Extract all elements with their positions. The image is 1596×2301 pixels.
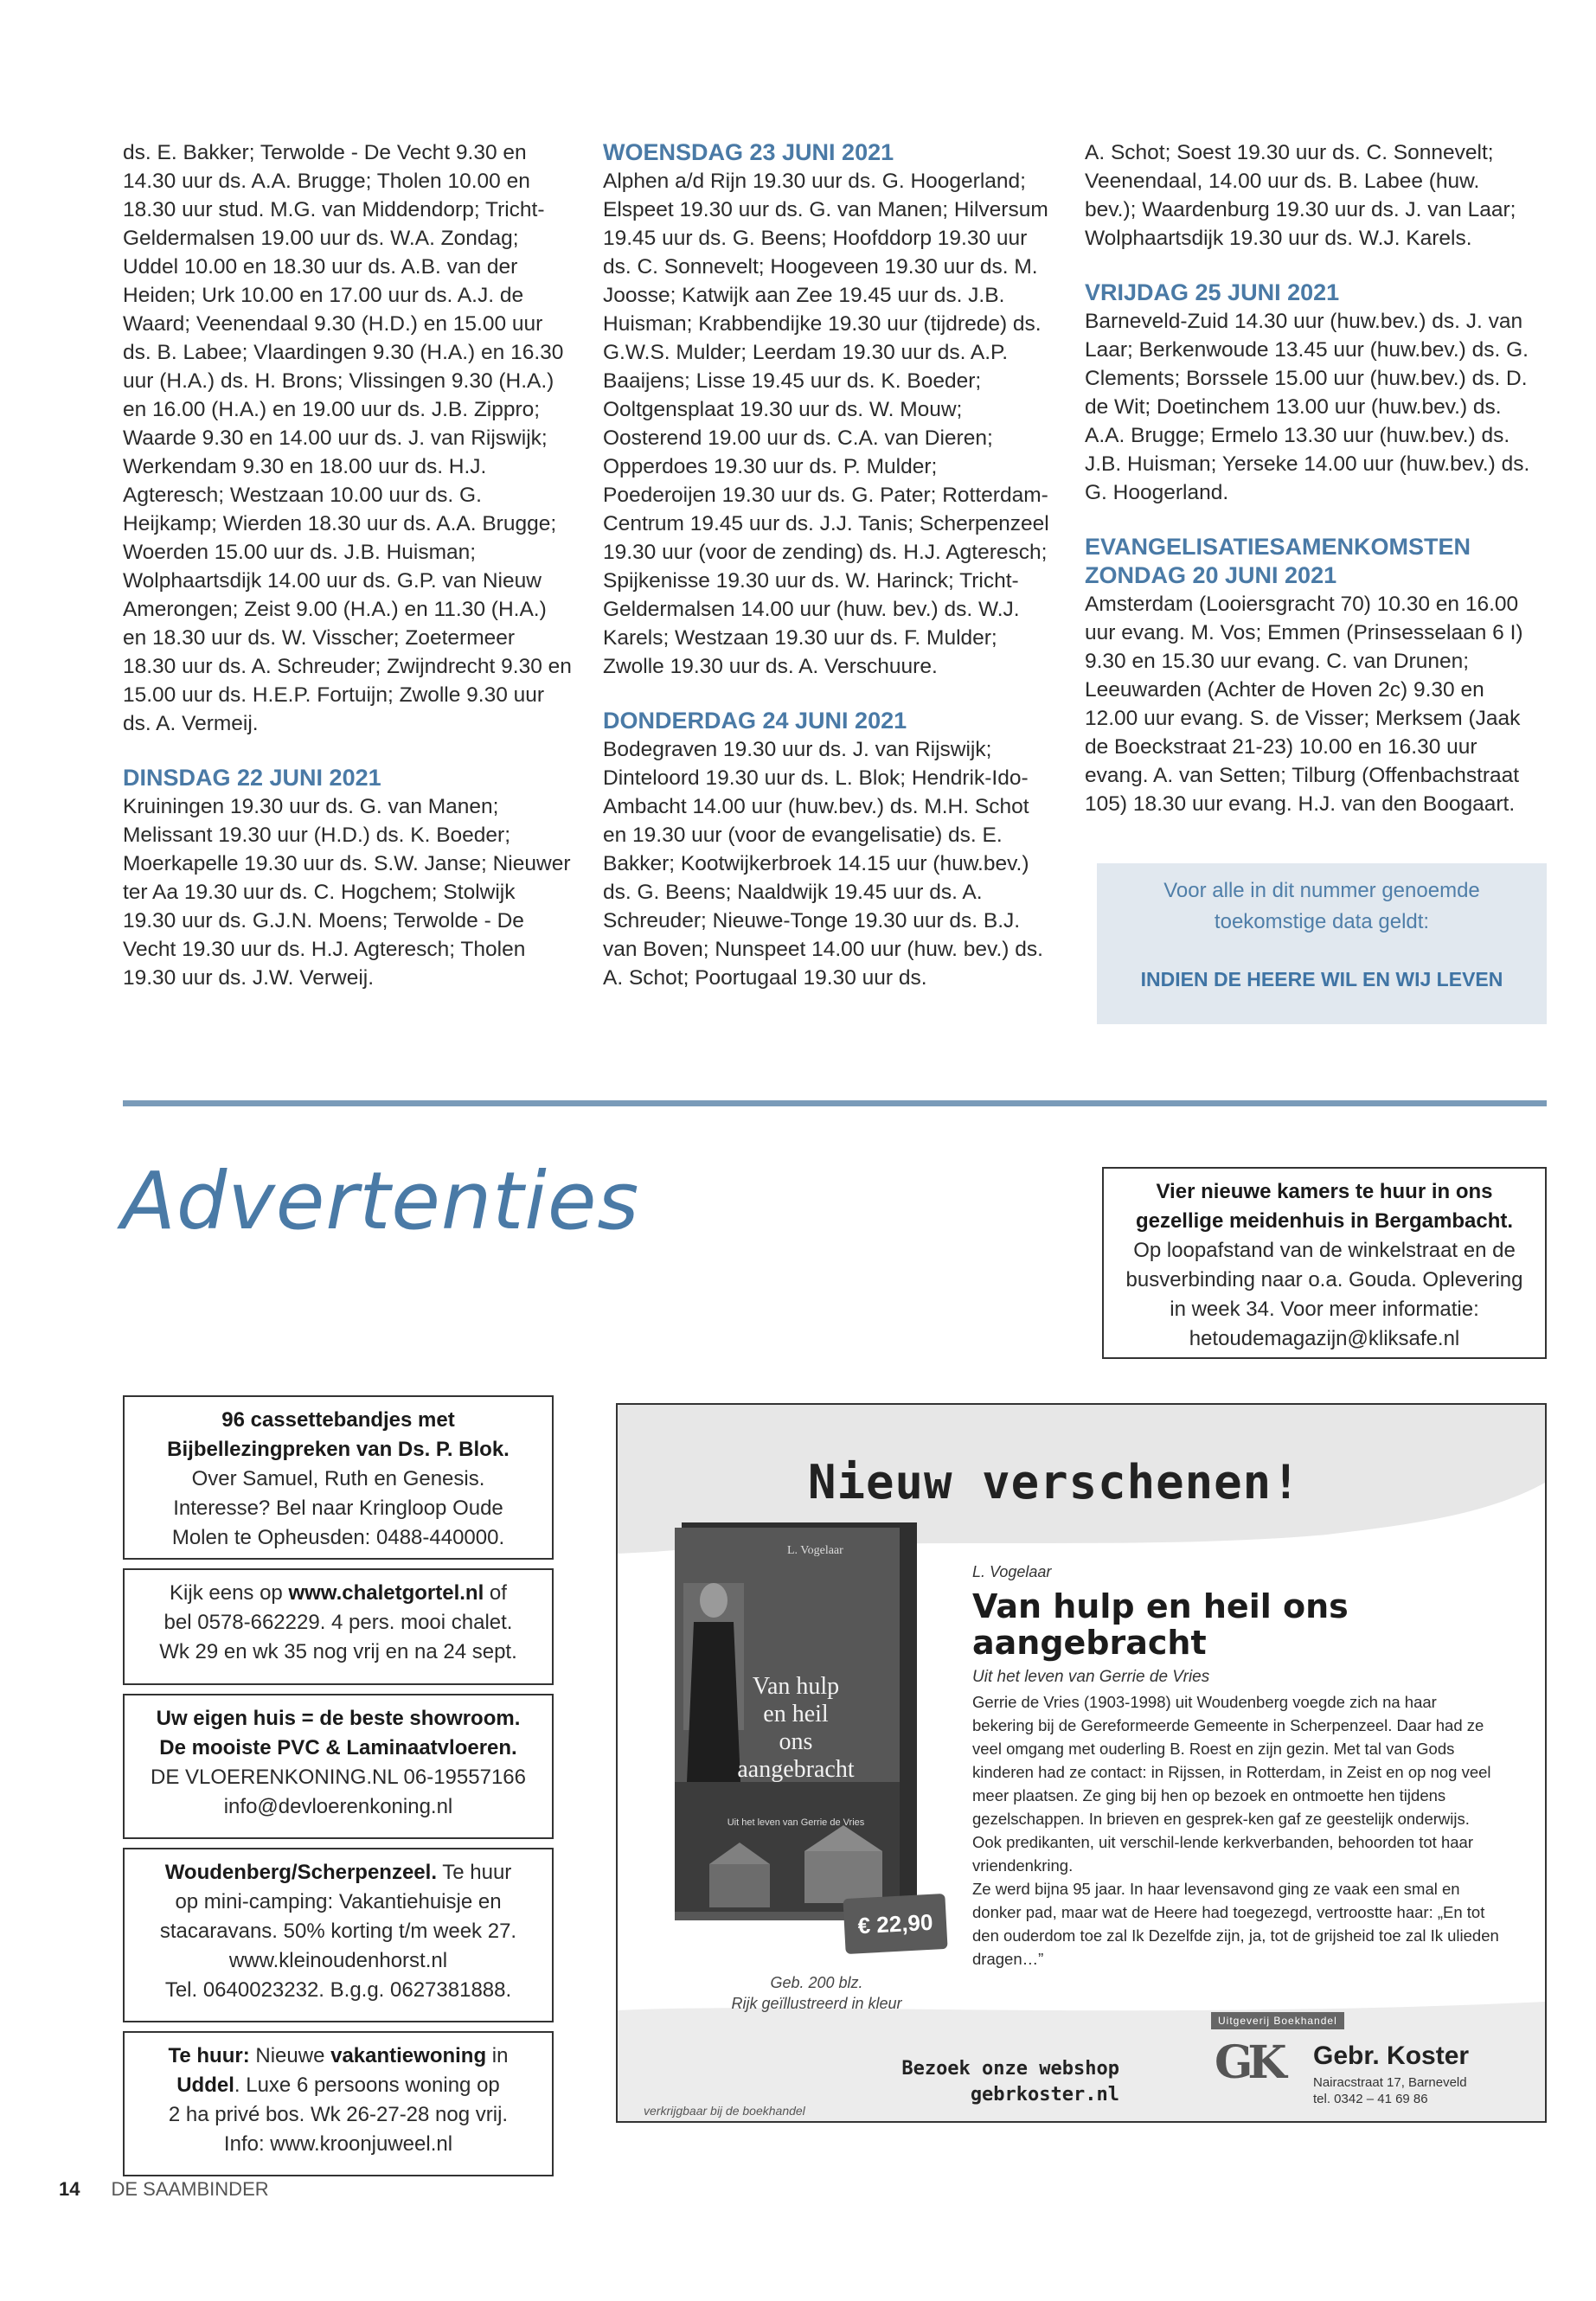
rooms-email[interactable]: hetoudemagazijn@kliksafe.nl [1189, 1327, 1460, 1350]
notice-box [1097, 863, 1547, 1024]
classified-uddel [123, 2031, 554, 2176]
uddel-line-2b: . Luxe 6 persoons woning op [234, 2073, 500, 2097]
rooms-line-2: gezellige meidenhuis in Bergambacht. [1135, 1209, 1514, 1233]
book-title: Van hulp en heil ons aangebracht [972, 1587, 1349, 1662]
chalet-line-1a: Kijk eens op [170, 1581, 289, 1605]
uddel-line-1c: vakantiewoning [330, 2044, 487, 2067]
page-number: 14 [59, 2178, 80, 2200]
evangelisatie-text: Amsterdam (Looiersgracht 70) 10.30 en 16.00 uur evang. M. Vos; Emmen (Prinsesselaan 6 I) 9.30 en 15.30 uur evang. C. van Drunen; Leeuwarden (Achter de Hoven 2c) 9.30 en 12.00 uur evang. S. de Visser; Merksem (Jaak de Boeckstraat 21-23) 10.00 en 16.30 uur evang. A. van Setten; Tilburg (Offenbachstraat 105) 18.30 uur evang. H.J. van den Boogaart. [1085, 593, 1523, 816]
chalet-line-1c: of [484, 1581, 507, 1605]
price-badge: € 22,90 [843, 1894, 947, 1954]
column-2 [603, 138, 1053, 992]
availability-note: verkrijgbaar bij de boekhandel [644, 2104, 805, 2118]
book-meta [687, 1972, 946, 2014]
vrijdag-text: Barneveld-Zuid 14.30 uur (huw.bev.) ds. J. van Laar; Berkenwoude 13.45 uur (huw.bev.) ds. G. Clements; Borssele 15.00 uur (huw.bev.) ds. D. de Wit; Doetinchem 13.00 uur (huw.bev.) ds. A.A. Brugge; Ermelo 13.30 uur (huw.bev.) ds. J.B. Huisman; Yerseke 14.00 uur (huw.bev.) ds. G. Hoogerland. [1085, 310, 1530, 504]
notice-line-1: Voor alle in dit nummer genoemde [1163, 879, 1480, 902]
publisher-phone: tel. 0342 – 41 69 86 [1313, 2092, 1428, 2106]
publisher-block [1211, 2012, 1522, 2106]
cassettes-line-5: Molen te Opheusden: 0488-440000. [171, 1526, 505, 1549]
webshop-line-1: Bezoek onze webshop [901, 2058, 1119, 2080]
camping-line-1a: Woudenberg/Scherpenzeel. [164, 1861, 437, 1884]
camping-line-3: stacaravans. 50% korting t/m week 27. [159, 1920, 517, 1943]
heading-evangelisatie [1085, 533, 1535, 590]
book-description-2: Ze werd bijna 95 jaar. In haar levensavond ging ze vaak een smal en donker pad, maar wat de Heere had toegezegd, vertroostte haar: „En tot den ouderdom toe zal Ik Dezelfde zijn, ja, tot de grijsheid toe zal Ik ulieden dragen…” [972, 1880, 1499, 1968]
floors-line-2: De mooiste PVC & Laminaatvloeren. [159, 1736, 517, 1759]
uddel-line-3: 2 ha privé bos. Wk 26-27-28 nog vrij. [168, 2103, 509, 2126]
webshop-link[interactable]: gebrkoster.nl [970, 2084, 1119, 2106]
column-1-intro: ds. E. Bakker; Terwolde - De Vecht 9.30 en 14.30 uur ds. A.A. Brugge; Tholen 10.00 en 18.30 uur stud. M.G. van Middendorp; Tricht-Geldermalsen 19.00 uur ds. W.A. Zondag; Uddel 10.00 en 18.30 uur ds. A.B. van der Heiden; Urk 10.00 en 17.00 uur ds. A.J. de Waard; Veenendaal 9.30 (H.D.) en 15.00 uur ds. B. Labee; Vlaardingen 9.30 (H.A.) en 16.30 uur (H.A.) ds. H. Brons; Vlissingen 9.30 (H.A.) en 16.00 (H.A.) en 19.00 uur ds. J.B. Zippro; Waarde 9.30 en 14.00 uur ds. J. van Rijswijk; Werkendam 9.30 en 18.00 uur ds. H.J. Agteresch; Westzaan 10.00 uur ds. G. Heijkamp; Wierden 18.30 uur ds. A.A. Brugge; Woerden 15.00 uur ds. J.B. Huisman; Wolphaartsdijk 14.00 uur ds. G.P. van Nieuw Amerongen; Zeist 9.00 (H.A.) en 11.30 (H.A.) en 18.30 uur ds. W. Visscher; Zoetermeer 18.30 uur ds. A. Schreuder; Zwijndrecht 9.30 en 15.00 uur ds. H.E.P. Fortuijn; Zwolle 9.30 uur ds. A. Vermeij. [123, 141, 572, 735]
column-3 [1085, 138, 1535, 818]
publisher-address [1313, 2074, 1467, 2107]
chalet-url[interactable]: www.chaletgortel.nl [288, 1581, 484, 1605]
cassettes-line-2: Bijbellezingpreken van Ds. P. Blok. [167, 1438, 510, 1461]
rooms-line-4: busverbinding naar o.a. Gouda. Oplevering [1125, 1268, 1523, 1292]
webshop-callout [817, 2056, 1119, 2108]
uddel-line-1d: in [486, 2044, 509, 2067]
book-description-1: Gerrie de Vries (1903-1998) uit Woudenberg voegde zich na haar bekering bij de Gereformeerde Gemeente in Scherpenzeel. Daar had ze veel omgang met ouderling B. Roest en zijn gezin. Met tal van Gods kinderen had ze contact: in Rijssen, in Rotterdam, in Zeist en op nog veel meer plaatsen. Ze ging bij hen op bezoek en ontmoette hen tijdens gezelschappen. In brieven en gesprek-ken gaf ze geestelijk onderwijs. Ook predikanten, uit verschil-lende kerkverbanden, behoorden tot haar vriendenkring. [972, 1693, 1491, 1875]
rooms-line-3: Op loopafstand van de winkelstraat en de [1133, 1239, 1516, 1262]
book-pages: Geb. 200 blz. [770, 1974, 863, 1991]
cover-title-2: en heil [763, 1701, 829, 1727]
camping-line-1b: Te huur [437, 1861, 512, 1884]
cover-author: L. Vogelaar [787, 1544, 843, 1557]
cover-subtitle: Uit het leven van Gerrie de Vries [727, 1817, 865, 1828]
uddel-line-1a: Te huur: [168, 2044, 250, 2067]
camping-line-2: op mini-camping: Vakantiehuisje en [175, 1890, 502, 1913]
section-title: Advertenties [121, 1155, 640, 1247]
notice-bold: INDIEN DE HEERE WIL EN WIJ LEVEN [1140, 968, 1503, 990]
cover-title-4: aangebracht [737, 1756, 855, 1783]
floors-line-3: DE VLOERENKONING.NL 06-19557166 [151, 1766, 526, 1789]
heading-vrijdag: VRIJDAG 25 JUNI 2021 [1085, 279, 1340, 305]
notice-line-2: toekomstige data geldt: [1214, 910, 1430, 933]
classified-camping [123, 1848, 554, 2022]
publisher-tag: Uitgeverij Boekhandel [1211, 2012, 1344, 2029]
column-3-intro: A. Schot; Soest 19.30 uur ds. C. Sonnevelt; Veenendaal, 14.00 uur ds. B. Labee (huw. bev.); Waardenburg 19.30 uur ds. J. van Laar; Wolphaartsdijk 19.30 uur ds. W.J. Karels. [1085, 141, 1516, 250]
camping-url[interactable]: www.kleinoudenhorst.nl [228, 1949, 448, 1972]
magazine-name: DE SAAMBINDER [111, 2178, 269, 2200]
chalet-line-2: bel 0578-662229. 4 pers. mooi chalet. [163, 1611, 513, 1634]
book-author: L. Vogelaar [972, 1563, 1052, 1580]
floors-email[interactable]: info@devloerenkoning.nl [223, 1795, 453, 1818]
book-advertisement [616, 1403, 1547, 2123]
uddel-line-1b: Nieuwe [249, 2044, 331, 2067]
chalet-line-3: Wk 29 en wk 35 nog vrij en na 24 sept. [159, 1640, 517, 1663]
cover-title-3: ons [779, 1728, 813, 1755]
floors-line-1: Uw eigen huis = de beste showroom. [156, 1707, 521, 1730]
book-illustrated: Rijk geïllustreerd in kleur [731, 1995, 902, 2012]
uddel-url[interactable]: Info: www.kroonjuweel.nl [223, 2132, 453, 2156]
book-description [972, 1690, 1500, 1971]
book-subtitle: Uit het leven van Gerrie de Vries [972, 1668, 1210, 1686]
column-1 [123, 138, 573, 992]
book-cover [675, 1522, 917, 1920]
cassettes-line-3: Over Samuel, Ruth en Genesis. [191, 1467, 485, 1490]
classified-chalet [123, 1568, 554, 1685]
classified-cassettes [123, 1395, 554, 1560]
rooms-line-1: Vier nieuwe kamers te huur in ons [1156, 1180, 1493, 1203]
uddel-line-2a: Uddel [176, 2073, 234, 2097]
publisher-name: Gebr. Koster [1313, 2041, 1470, 2070]
rooms-line-5: in week 34. Voor meer informatie: [1170, 1298, 1479, 1321]
woensdag-text: Alphen a/d Rijn 19.30 uur ds. G. Hoogerland; Elspeet 19.30 uur ds. G. van Manen; Hilversum 19.45 uur ds. G. Beens; Hoofddorp 19.30 uur ds. C. Sonnevelt; Hoogeveen 19.30 uur ds. M. Joosse; Katwijk aan Zee 19.45 uur ds. J.B. Huisman; Krabbendijke 19.30 uur (tijdrede) ds. G.W.S. Mulder; Leerdam 19.30 uur ds. A.P. Baaijens; Lisse 19.45 uur ds. K. Boeder; Ooltgensplaat 19.30 uur ds. W. Mouw; Oosterend 19.00 uur ds. C.A. van Dieren; Opperdoes 19.30 uur ds. P. Mulder; Poederoijen 19.30 uur ds. G. Pater; Rotterdam-Centrum 19.45 uur ds. J.J. Tanis; Scherpenzeel 19.30 uur (voor de zending) ds. H.J. Agteresch; Spijkenisse 19.30 uur ds. W. Harinck; Tricht-Geldermalsen 14.00 uur (huw. bev.) ds. W.J. Karels; Westzaan 19.30 uur ds. F. Mulder; Zwolle 19.30 uur ds. A. Verschuure. [603, 170, 1049, 678]
page-footer [59, 2178, 269, 2201]
heading-evangelisatie-line1: EVANGELISATIESAMENKOMSTEN [1085, 534, 1471, 560]
camping-line-5: Tel. 0640023232. B.g.g. 0627381888. [164, 1978, 512, 2002]
publisher-logo-icon: GK [1215, 2036, 1282, 2089]
section-divider [123, 1100, 1547, 1106]
heading-dinsdag: DINSDAG 22 JUNI 2021 [123, 765, 381, 791]
classified-floors [123, 1694, 554, 1839]
classified-rooms [1102, 1167, 1547, 1359]
heading-evangelisatie-line2: ZONDAG 20 JUNI 2021 [1085, 562, 1337, 588]
heading-donderdag: DONDERDAG 24 JUNI 2021 [603, 708, 907, 734]
heading-woensdag: WOENSDAG 23 JUNI 2021 [603, 139, 894, 165]
cover-title-1: Van hulp [752, 1673, 840, 1700]
cassettes-line-1: 96 cassettebandjes met [221, 1408, 455, 1432]
notice-text [1097, 875, 1547, 938]
publisher-street: Nairacstraat 17, Barneveld [1313, 2075, 1467, 2090]
dinsdag-text: Kruiningen 19.30 uur ds. G. van Manen; Melissant 19.30 uur (H.D.) ds. K. Boeder; Moerkapelle 19.30 uur ds. S.W. Janse; Nieuwer ter Aa 19.30 uur ds. C. Hogchem; Stolwijk 19.30 uur ds. G.J.N. Moens; Terwolde - De Vecht 19.30 uur ds. H.J. Agteresch; Tholen 19.30 uur ds. J.W. Verweij. [123, 795, 571, 990]
donderdag-text: Bodegraven 19.30 uur ds. J. van Rijswijk; Dinteloord 19.30 uur ds. L. Blok; Hendrik-Ido-Ambacht 14.00 uur (huw.bev.) ds. M.H. Schot en 19.30 uur (voor de evangelisatie) ds. E. Bakker; Kootwijkerbroek 14.15 uur (huw.bev.) ds. G. Beens; Naaldwijk 19.45 uur ds. A. Schreuder; Nieuwe-Tonge 19.30 uur ds. B.J. van Boven; Nunspeet 14.00 uur (huw. bev.) ds. A. Schot; Poortugaal 19.30 uur ds. [603, 738, 1043, 990]
cassettes-line-4: Interesse? Bel naar Kringloop Oude [173, 1497, 503, 1520]
ad-headline: Nieuw verschenen! [808, 1455, 1301, 1509]
